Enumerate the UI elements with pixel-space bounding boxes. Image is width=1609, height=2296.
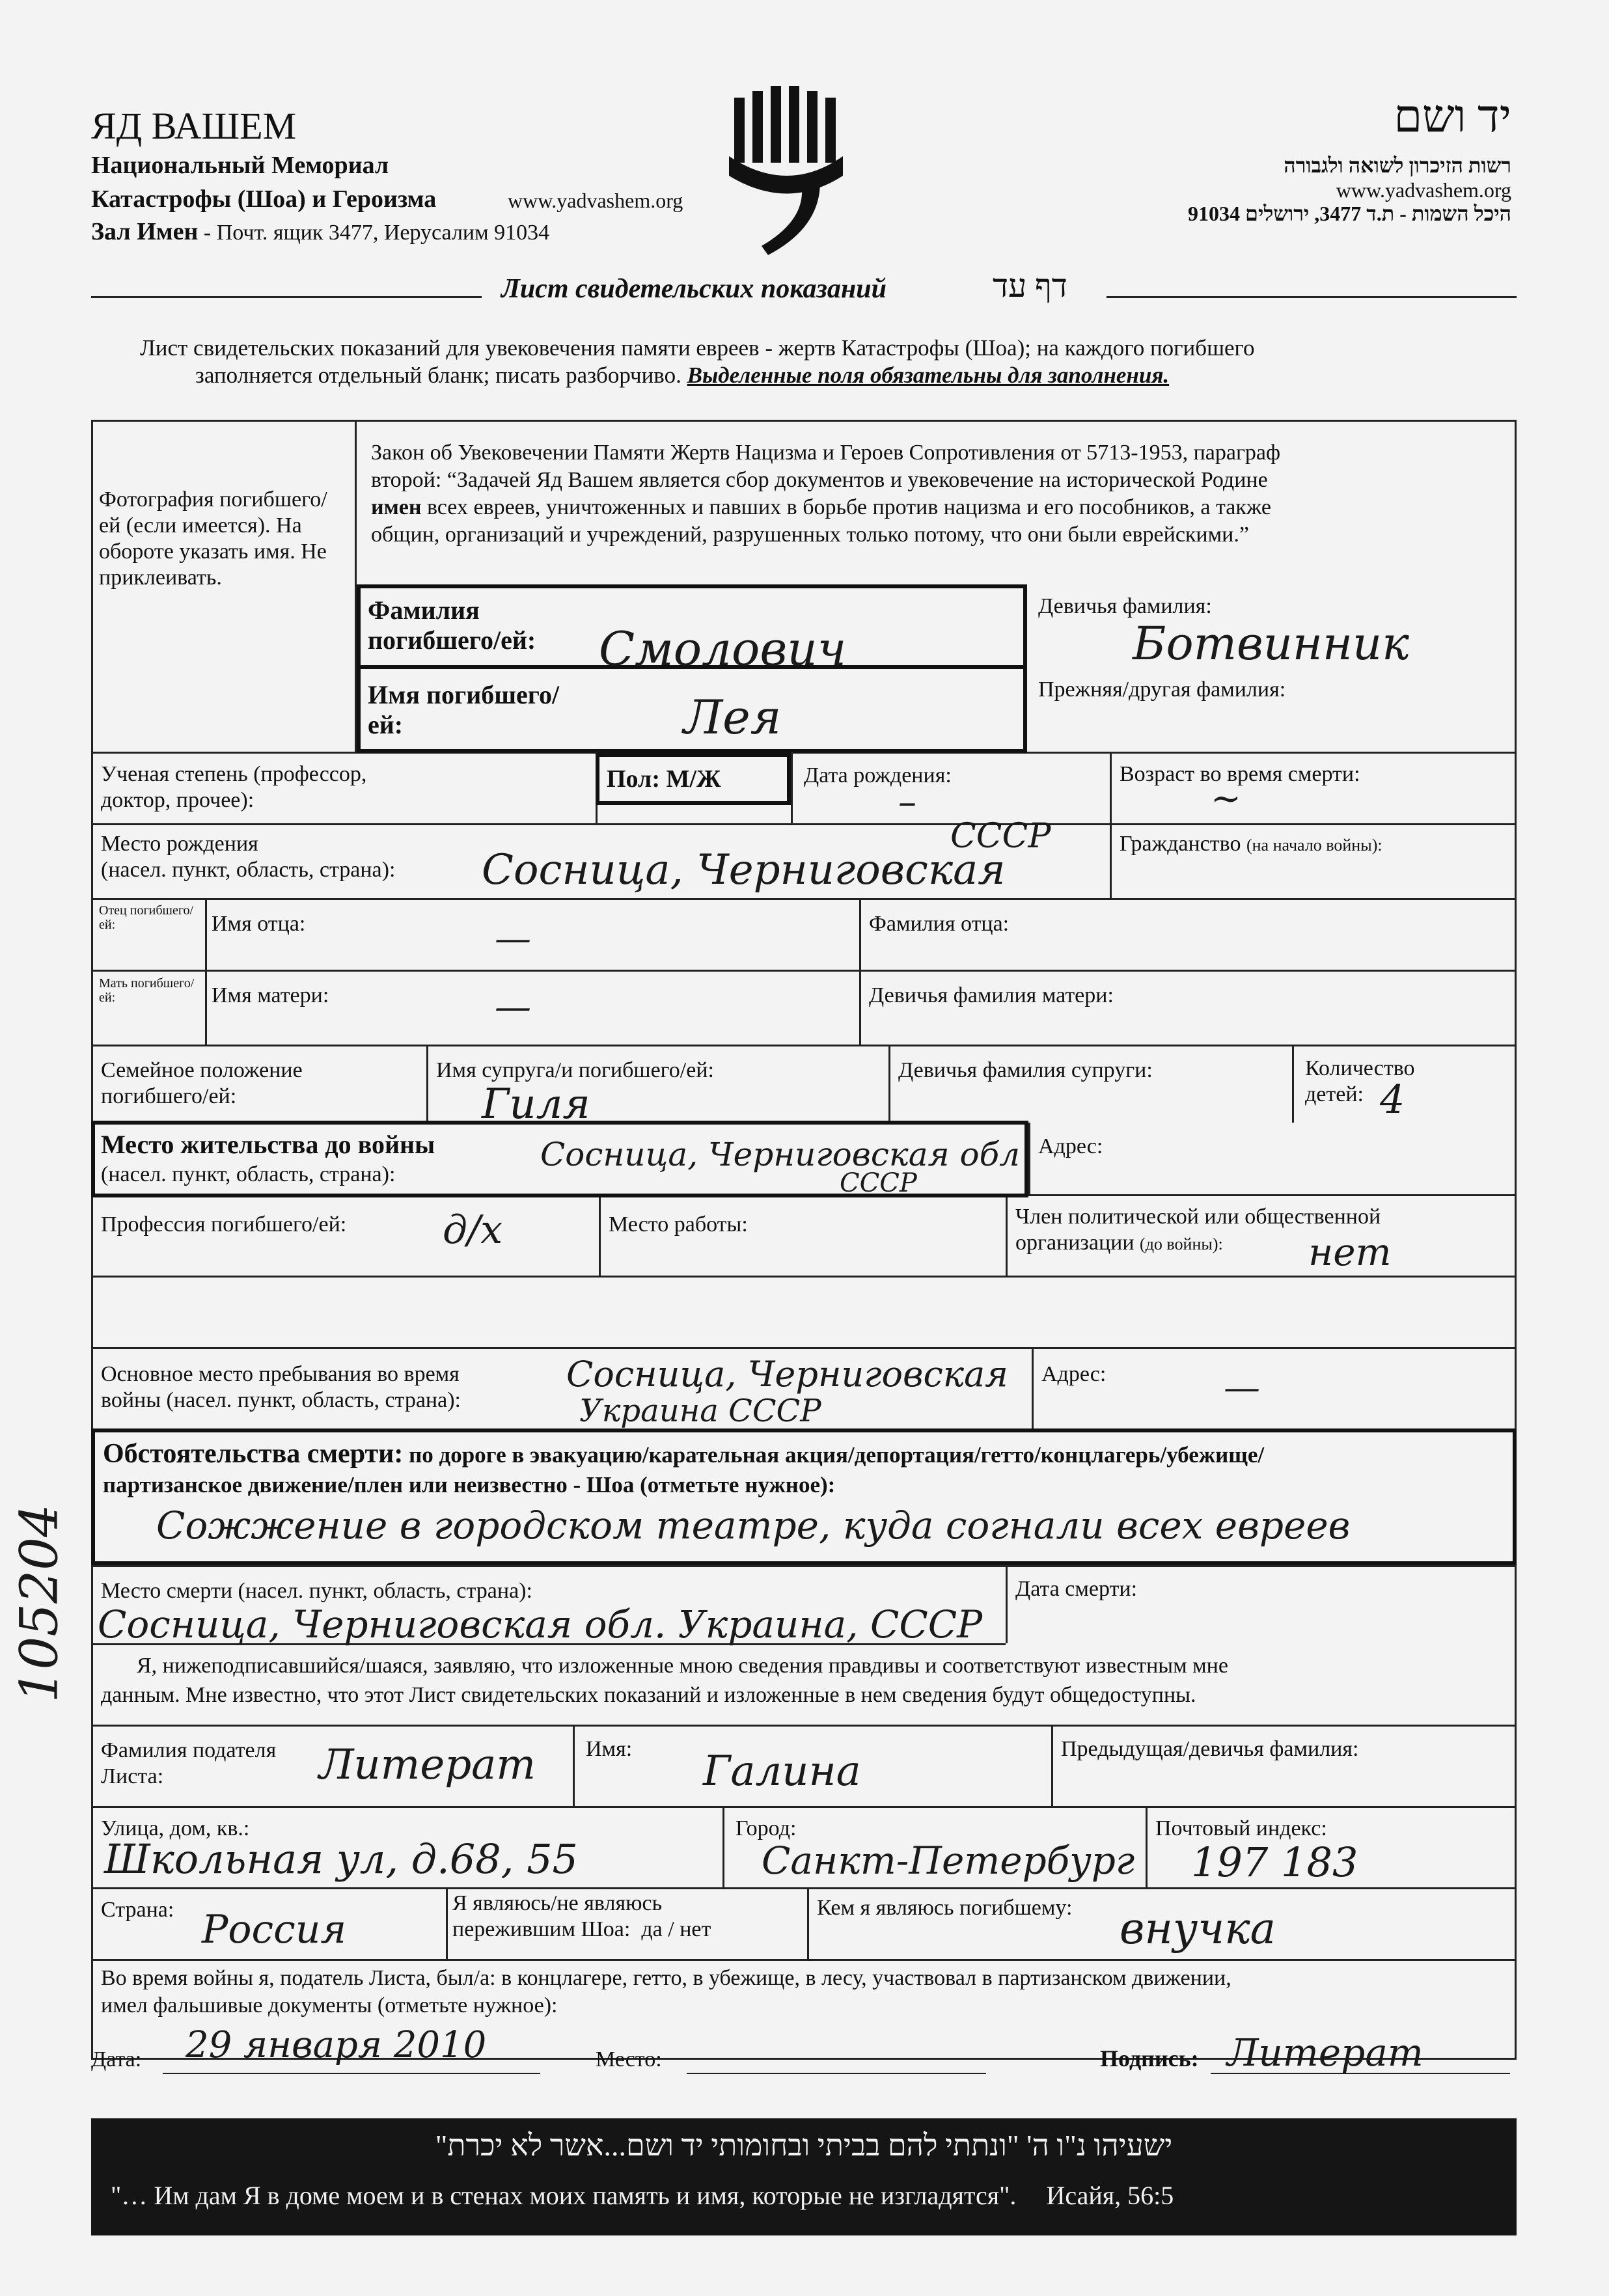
member-note: (до войны):	[1140, 1235, 1223, 1253]
death-place-value[interactable]: Сосница, Черниговская обл. Украина, СССР	[98, 1602, 983, 1647]
birthplace-label	[101, 831, 395, 883]
col-sep-mother	[859, 970, 861, 1045]
org-line1: Национальный Мемориал	[91, 152, 389, 179]
row-sep-father	[91, 898, 1517, 900]
col-sep-father	[859, 898, 861, 970]
row-sep-submitter	[91, 1806, 1517, 1808]
intro-line2	[195, 362, 1169, 389]
spouse-name-label: Имя супруга/и погибшего/ей:	[436, 1058, 714, 1082]
col-sep-children	[1292, 1045, 1294, 1123]
children-value[interactable]: 4	[1380, 1077, 1405, 1123]
age-label: Возраст во время смерти:	[1120, 762, 1360, 786]
death-date-label: Дата смерти:	[1015, 1577, 1138, 1601]
col-sep-city	[722, 1806, 724, 1887]
father-surname-label: Фамилия отца:	[869, 912, 1010, 936]
place-label: Место:	[596, 2047, 662, 2071]
wartime-address-label: Адрес:	[1041, 1362, 1107, 1386]
maiden-name-value[interactable]: Ботвинник	[1133, 617, 1409, 670]
form-title-he: דף עד	[993, 267, 1067, 304]
residence-value[interactable]: Сосница, Черниговская обл	[540, 1136, 1020, 1173]
col-sep-birthdate	[1110, 752, 1112, 898]
law-text	[371, 439, 1280, 549]
birth-date-label: Дата рождения:	[804, 763, 952, 787]
col-sep-zip	[1146, 1806, 1148, 1887]
intro-line1: Лист свидетельских показаний для увековечения памяти евреев - жертв Катастрофы (Шоа); на каждого погибшего	[140, 335, 1255, 361]
law-line2: второй: “Задачей Яд Вашем является сбор документов и увековечение на исторической Родине	[371, 468, 1268, 492]
form-title: Лист свидетельских показаний	[501, 274, 887, 304]
city-value[interactable]: Санкт-Петербург	[762, 1838, 1135, 1883]
father-name-label: Имя отца:	[212, 912, 306, 936]
hall-of-names: Зал Имен	[91, 218, 199, 245]
maiden-name-label: Девичья фамилия:	[1038, 594, 1212, 618]
date-line	[163, 2073, 540, 2074]
wartime-address-value[interactable]: —	[1224, 1367, 1260, 1409]
workplace-label: Место работы:	[609, 1212, 748, 1237]
submitter-name-value[interactable]: Галина	[703, 1747, 861, 1796]
law-line3-rest: всех евреев, уничтоженных и павших в борьбе против нацизма и его пособников, а также	[421, 495, 1271, 519]
circumstances-options2: партизанское движение/плен или неизвестно - Шоа (отметьте нужное):	[103, 1472, 836, 1497]
wartime-label	[101, 1361, 461, 1414]
declaration-line2: данным. Мне известно, что этот Лист свидетельских показаний и изложенные в нем сведения будут общедоступны.	[101, 1683, 1196, 1707]
place-line	[687, 2073, 986, 2074]
circumstances-label: Обстоятельства смерти:	[103, 1439, 404, 1469]
victim-name-value[interactable]: Лея	[683, 690, 782, 745]
col-sep-sex	[791, 752, 793, 823]
member-label-text: организации	[1015, 1231, 1135, 1255]
survivor-label-line1: Я являюсь/не являюсь	[452, 1891, 663, 1915]
col-sep-survivor	[446, 1887, 448, 1959]
survivor-options[interactable]: да / нет	[641, 1917, 711, 1941]
birth-date-value[interactable]: –	[898, 781, 916, 823]
degree-label: Ученая степень (профессор, доктор, прочее):	[101, 762, 367, 812]
row-sep-street	[91, 1887, 1517, 1889]
mother-name-value[interactable]: —	[495, 986, 531, 1028]
row-sep-birth	[91, 823, 1517, 825]
mother-side-label: Мать погибшего/ ей:	[99, 976, 195, 1005]
other-surname-label: Прежняя/другая фамилия:	[1038, 677, 1286, 702]
wartime-label-line2: войны (насел. пункт, область, страна):	[101, 1388, 461, 1412]
row-sep-country	[91, 1959, 1517, 1961]
org-name-ru: ЯД ВАШЕМ	[91, 105, 297, 147]
age-value[interactable]: ~	[1211, 778, 1241, 820]
col-sep-wartime	[1032, 1347, 1034, 1432]
street-value[interactable]: Школьная ул, д.68, 55	[104, 1835, 578, 1883]
title-rule-left	[91, 296, 482, 298]
col-sep-profession	[599, 1197, 601, 1276]
marital-label: Семейное положение погибшего/ей:	[101, 1058, 303, 1108]
residence-country-value[interactable]: СССР	[840, 1168, 917, 1198]
birthplace-label-line2: (насел. пункт, область, страна):	[101, 858, 396, 882]
street-label: Улица, дом, кв.:	[101, 1816, 250, 1840]
mother-name-label: Имя матери:	[212, 983, 329, 1007]
col-sep-marital	[426, 1045, 428, 1123]
member-value[interactable]: нет	[1308, 1230, 1392, 1274]
father-side-label: Отец погибшего/ ей:	[99, 903, 194, 932]
row-sep-mother	[91, 970, 1517, 972]
profession-value[interactable]: д/х	[443, 1207, 503, 1253]
row-sep-marital	[91, 1045, 1517, 1046]
signature-label: Подпись:	[1100, 2045, 1199, 2071]
country-value[interactable]: Россия	[202, 1907, 347, 1952]
law-line4: общин, организаций и учреждений, разрушенных только потому, что они были еврейскими.”	[371, 523, 1249, 547]
law-line1: Закон об Увековечении Памяти Жертв Нацизма и Героев Сопротивления от 5713-1953, параграф	[371, 441, 1281, 465]
survivor-label-line2	[452, 1917, 711, 1943]
law-names-word: имен	[371, 495, 422, 519]
hall-address: - Почт. ящик 3477, Иерусалим 91034	[198, 221, 550, 245]
father-name-value[interactable]: —	[495, 918, 531, 960]
law-line3	[371, 494, 1280, 521]
he-line3: היכל השמות - ת.ד 3477, ירושלים 91034	[1188, 202, 1511, 225]
yad-vashem-logo-icon	[722, 85, 853, 260]
submitter-surname-label: Фамилия подателя Листа:	[101, 1738, 277, 1788]
victim-surname-label: Фамилия погибшего/ей:	[368, 595, 536, 655]
death-place-label: Место смерти (насел. пункт, область, страна):	[101, 1579, 532, 1603]
birthplace-label-line1: Место рождения	[101, 832, 258, 856]
margin-record-number: 105204	[8, 1504, 70, 1703]
citizenship-label-text: Гражданство	[1120, 832, 1241, 856]
col-sep-relation	[807, 1887, 809, 1959]
intro-text: заполняется отдельный бланк; писать разборчиво.	[195, 362, 681, 388]
victim-name-label: Имя погибшего/ей:	[368, 680, 560, 739]
submitter-surname-value[interactable]: Литерат	[319, 1741, 536, 1789]
footer-citation: Исайя, 56:5	[1046, 2181, 1174, 2210]
residence-address-label: Адрес:	[1038, 1134, 1103, 1158]
col-sep-residence	[1028, 1123, 1030, 1194]
website-right[interactable]: www.yadvashem.org	[1336, 178, 1511, 202]
col-sep-workplace	[1006, 1197, 1008, 1276]
birthplace-value[interactable]: Сосница, Черниговская	[482, 846, 1006, 894]
org-line3	[91, 217, 549, 246]
circumstances-line1	[103, 1438, 1264, 1469]
victim-surname-value[interactable]: Смолович	[599, 622, 847, 676]
member-label-line1: Член политической или общественной	[1015, 1205, 1381, 1229]
footer-russian	[111, 2180, 1504, 2211]
relation-value[interactable]: внучка	[1120, 1904, 1276, 1954]
circumstances-value[interactable]: Сожжение в городском театре, куда согнали всех евреев	[156, 1503, 1351, 1548]
row-sep-wartime-top	[91, 1347, 1517, 1349]
footer-hebrew: ישעיהו נ"ו ה' "ונתתי להם בביתי ובחומותי יד ושם...אשר לא יכרת"	[435, 2129, 1173, 2162]
wartime-label-line1: Основное место пребывания во время	[101, 1362, 460, 1386]
col-sep-death-date	[1006, 1565, 1008, 1643]
spouse-maiden-label: Девичья фамилия супруги:	[898, 1058, 1153, 1082]
title-rule-right	[1107, 296, 1517, 298]
survivor-label-text: пережившим Шоа:	[452, 1917, 631, 1941]
date-value[interactable]: 29 января 2010	[186, 2024, 487, 2066]
wartime-country-value[interactable]: Украина СССР	[579, 1393, 821, 1429]
zip-value[interactable]: 197 183	[1191, 1838, 1358, 1886]
residence-sublabel: (насел. пункт, область, страна):	[101, 1162, 396, 1186]
submitter-wartime-line2: имел фальшивые документы (отметьте нужное):	[101, 1993, 558, 2017]
zip-label: Почтовый индекс:	[1155, 1816, 1327, 1840]
row-sep-declaration	[91, 1725, 1517, 1727]
col-sep-sub-name	[573, 1725, 575, 1806]
row-sep-deathplace	[91, 1565, 1517, 1567]
photo-placeholder[interactable]: Фотография погибшего/ей (если имеется). На обороте указать имя. Не приклеивать.	[99, 487, 327, 590]
org-line2: Катастрофы (Шоа) и Героизма	[91, 185, 437, 213]
intro-required-note: Выделенные поля обязательны для заполнения.	[687, 362, 1170, 388]
circumstances-options1: по дороге в эвакуацию/карательная акция/депортация/гетто/концлагерь/убежище/	[409, 1442, 1265, 1468]
declaration-line1: Я, нижеподписавшийся/шаяся, заявляю, что изложенные мною сведения правдивы и соответствуют известным мне	[137, 1654, 1228, 1678]
children-label: Количество детей:	[1305, 1056, 1415, 1106]
survivor-label	[452, 1891, 711, 1943]
date-label: Дата:	[91, 2047, 142, 2071]
citizenship-label	[1120, 831, 1382, 857]
city-label: Город:	[736, 1816, 797, 1840]
wartime-place-value[interactable]: Сосница, Черниговская	[566, 1354, 1008, 1395]
signature-value[interactable]: Литерат	[1227, 2030, 1423, 2075]
submitter-wartime-line1: Во время войны я, податель Листа, был/а: в концлагере, гетто, в убежище, в лесу, участвовал в партизанском движении,	[101, 1966, 1231, 1990]
residence-label: Место жительства до войны	[101, 1130, 435, 1159]
country-label: Страна:	[101, 1898, 174, 1922]
profession-label: Профессия погибшего/ей:	[101, 1212, 347, 1237]
footer-quote: "… Им дам Я в доме моем и в стенах моих память и имя, которые не изгладятся".	[111, 2181, 1017, 2210]
citizenship-note: (на начало войны):	[1246, 836, 1382, 854]
mother-maiden-label: Девичья фамилия матери:	[869, 983, 1114, 1007]
spouse-name-value[interactable]: Гиля	[482, 1080, 590, 1128]
birthplace-country-value[interactable]: СССР	[950, 817, 1051, 856]
sex-label[interactable]: Пол: М/Ж	[607, 765, 721, 793]
relation-label: Кем я являюсь погибшему:	[817, 1896, 1073, 1920]
row-sep-blank	[91, 1276, 1517, 1278]
he-line1: רשות הזיכרון לשואה ולגבורה	[1284, 154, 1511, 177]
submitter-name-label: Имя:	[586, 1737, 633, 1761]
col-sep-sub-prev	[1051, 1725, 1053, 1806]
col-sep-parent-side	[205, 898, 207, 1045]
submitter-prev-label: Предыдущая/девичья фамилия:	[1061, 1737, 1359, 1761]
col-sep-spouse	[888, 1045, 890, 1123]
org-name-he: יד ושם	[1394, 92, 1511, 142]
website-left[interactable]: www.yadvashem.org	[508, 189, 683, 212]
